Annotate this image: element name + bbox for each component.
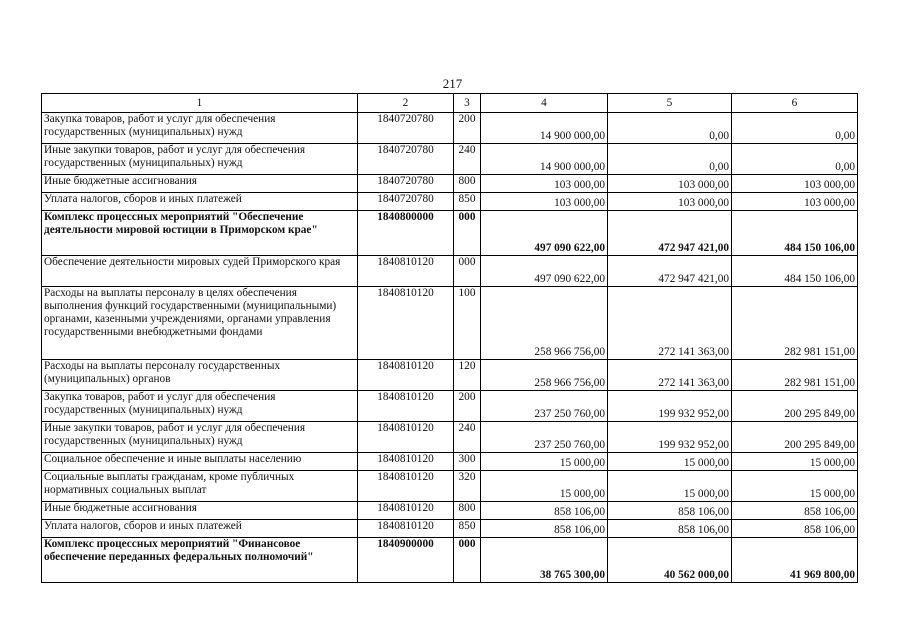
amount-cell-col4: 38 765 300,00: [481, 538, 608, 583]
row-name-cell: Расходы на выплаты персоналу государственных (муниципальных) органов: [42, 360, 358, 391]
amount-cell-col5: 858 106,00: [608, 520, 732, 538]
column-number-row: [42, 94, 858, 113]
row-name-cell: Закупка товаров, работ и услуг для обеспечения государственных (муниципальных) нужд: [42, 113, 358, 144]
row-name-cell: Иные закупки товаров, работ и услуг для обеспечения государственных (муниципальных) нужд: [42, 144, 358, 175]
table-row: [42, 287, 858, 360]
target-code-cell: 1840810120: [358, 453, 454, 471]
amount-cell-col5: 103 000,00: [608, 193, 732, 211]
amount-cell-col4: 497 090 622,00: [481, 211, 608, 256]
row-name-cell: Иные бюджетные ассигнования: [42, 175, 358, 193]
target-code-cell: 1840810120: [358, 502, 454, 520]
table-row: [42, 453, 858, 471]
row-name-cell: Иные бюджетные ассигнования: [42, 502, 358, 520]
amount-cell-col5: 15 000,00: [608, 453, 732, 471]
row-name-cell: Комплекс процессных мероприятий "Обеспечение деятельности мировой юстиции в Приморском крае": [42, 211, 358, 256]
amount-cell-col6: 282 981 151,00: [732, 360, 858, 391]
expense-type-cell: 200: [454, 113, 481, 144]
target-code-cell: 1840810120: [358, 471, 454, 502]
row-name-cell: Уплата налогов, сборов и иных платежей: [42, 520, 358, 538]
amount-cell-col4: 15 000,00: [481, 453, 608, 471]
amount-cell-col4: 858 106,00: [481, 520, 608, 538]
expense-type-cell: 800: [454, 175, 481, 193]
amount-cell-col4: 103 000,00: [481, 193, 608, 211]
table-row-section: [42, 538, 858, 583]
expense-type-cell: 850: [454, 193, 481, 211]
amount-cell-col6: 103 000,00: [732, 175, 858, 193]
amount-cell-col6: 0,00: [732, 144, 858, 175]
amount-cell-col5: 272 141 363,00: [608, 287, 732, 360]
expense-type-cell: 100: [454, 287, 481, 360]
target-code-cell: 1840810120: [358, 360, 454, 391]
column-header: 6: [732, 94, 858, 113]
row-name-cell: Социальные выплаты гражданам, кроме публичных нормативных социальных выплат: [42, 471, 358, 502]
budget-table: [41, 93, 858, 583]
amount-cell-col4: 14 900 000,00: [481, 144, 608, 175]
target-code-cell: 1840720780: [358, 193, 454, 211]
amount-cell-col6: 858 106,00: [732, 520, 858, 538]
column-header: 4: [481, 94, 608, 113]
row-name-cell: Закупка товаров, работ и услуг для обеспечения государственных (муниципальных) нужд: [42, 391, 358, 422]
expense-type-cell: 120: [454, 360, 481, 391]
table-row: [42, 520, 858, 538]
column-header: 3: [454, 94, 481, 113]
table-row: [42, 391, 858, 422]
amount-cell-col6: 858 106,00: [732, 502, 858, 520]
amount-cell-col6: 103 000,00: [732, 193, 858, 211]
amount-cell-col6: 484 150 106,00: [732, 211, 858, 256]
table-row: [42, 144, 858, 175]
amount-cell-col6: 15 000,00: [732, 471, 858, 502]
amount-cell-col6: 484 150 106,00: [732, 256, 858, 287]
amount-cell-col5: 199 932 952,00: [608, 422, 732, 453]
table-row: [42, 193, 858, 211]
amount-cell-col5: 199 932 952,00: [608, 391, 732, 422]
target-code-cell: 1840900000: [358, 538, 454, 583]
target-code-cell: 1840810120: [358, 287, 454, 360]
row-name-cell: Уплата налогов, сборов и иных платежей: [42, 193, 358, 211]
row-name-cell: Расходы на выплаты персоналу в целях обеспечения выполнения функций государственными (муниципальными) органами, казенными учреждениями, органами управления государственными внебюджетными фондами: [42, 287, 358, 360]
expense-type-cell: 000: [454, 256, 481, 287]
target-code-cell: 1840720780: [358, 113, 454, 144]
amount-cell-col4: 858 106,00: [481, 502, 608, 520]
table-row: [42, 256, 858, 287]
amount-cell-col6: 200 295 849,00: [732, 391, 858, 422]
amount-cell-col5: 0,00: [608, 144, 732, 175]
table-row: [42, 471, 858, 502]
amount-cell-col6: 15 000,00: [732, 453, 858, 471]
amount-cell-col6: 200 295 849,00: [732, 422, 858, 453]
table-row: [42, 502, 858, 520]
amount-cell-col5: 103 000,00: [608, 175, 732, 193]
amount-cell-col5: 472 947 421,00: [608, 211, 732, 256]
expense-type-cell: 850: [454, 520, 481, 538]
target-code-cell: 1840720780: [358, 144, 454, 175]
target-code-cell: 1840810120: [358, 422, 454, 453]
amount-cell-col4: 237 250 760,00: [481, 422, 608, 453]
amount-cell-col6: 0,00: [732, 113, 858, 144]
row-name-cell: Иные закупки товаров, работ и услуг для обеспечения государственных (муниципальных) нужд: [42, 422, 358, 453]
target-code-cell: 1840810120: [358, 256, 454, 287]
amount-cell-col5: 0,00: [608, 113, 732, 144]
amount-cell-col4: 15 000,00: [481, 471, 608, 502]
expense-type-cell: 240: [454, 144, 481, 175]
table-row: [42, 422, 858, 453]
table-row: [42, 113, 858, 144]
amount-cell-col5: 858 106,00: [608, 502, 732, 520]
expense-type-cell: 800: [454, 502, 481, 520]
amount-cell-col4: 497 090 622,00: [481, 256, 608, 287]
amount-cell-col4: 14 900 000,00: [481, 113, 608, 144]
expense-type-cell: 200: [454, 391, 481, 422]
expense-type-cell: 240: [454, 422, 481, 453]
expense-type-cell: 300: [454, 453, 481, 471]
amount-cell-col5: 40 562 000,00: [608, 538, 732, 583]
table-row: [42, 175, 858, 193]
target-code-cell: 1840810120: [358, 520, 454, 538]
expense-type-cell: 320: [454, 471, 481, 502]
column-header: 2: [358, 94, 454, 113]
table-row: [42, 360, 858, 391]
amount-cell-col4: 258 966 756,00: [481, 287, 608, 360]
column-header: 1: [42, 94, 358, 113]
amount-cell-col4: 237 250 760,00: [481, 391, 608, 422]
page-number: 217: [442, 76, 463, 91]
amount-cell-col6: 41 969 800,00: [732, 538, 858, 583]
target-code-cell: 1840810120: [358, 391, 454, 422]
amount-cell-col6: 282 981 151,00: [732, 287, 858, 360]
amount-cell-col4: 103 000,00: [481, 175, 608, 193]
column-header: 5: [608, 94, 732, 113]
amount-cell-col5: 472 947 421,00: [608, 256, 732, 287]
target-code-cell: 1840800000: [358, 211, 454, 256]
row-name-cell: Обеспечение деятельности мировых судей Приморского края: [42, 256, 358, 287]
amount-cell-col5: 15 000,00: [608, 471, 732, 502]
row-name-cell: Социальное обеспечение и иные выплаты населению: [42, 453, 358, 471]
table-row-section: [42, 211, 858, 256]
amount-cell-col4: 258 966 756,00: [481, 360, 608, 391]
amount-cell-col5: 272 141 363,00: [608, 360, 732, 391]
expense-type-cell: 000: [454, 538, 481, 583]
row-name-cell: Комплекс процессных мероприятий "Финансовое обеспечение переданных федеральных полномочий": [42, 538, 358, 583]
expense-type-cell: 000: [454, 211, 481, 256]
target-code-cell: 1840720780: [358, 175, 454, 193]
